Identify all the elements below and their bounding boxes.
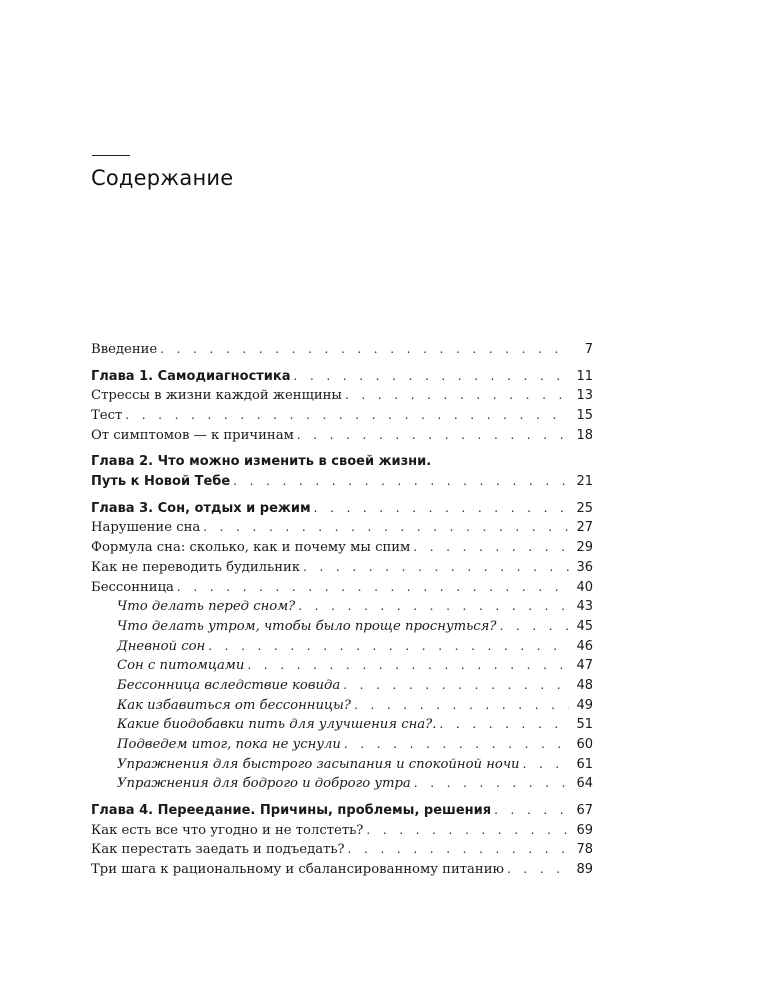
toc-subentry[interactable] xyxy=(91,637,593,657)
dot-leader xyxy=(203,518,569,538)
dot-leader xyxy=(499,617,569,637)
toc-entry-label: Глава 3. Сон, отдых и режим xyxy=(91,500,311,516)
toc-chapter[interactable] xyxy=(91,472,593,492)
toc-entry[interactable] xyxy=(91,538,593,558)
toc-entry[interactable] xyxy=(91,519,593,539)
toc-entry-page: 51 xyxy=(576,717,593,733)
toc-entry-label: Сон с питомцами xyxy=(117,658,245,674)
toc-entry-page: 11 xyxy=(576,368,593,384)
toc-entry-page: 46 xyxy=(576,638,593,654)
dot-leader xyxy=(208,637,569,657)
toc-entry[interactable] xyxy=(91,578,593,598)
toc-chapter-first-line[interactable] xyxy=(91,452,593,472)
toc-entry-page: 18 xyxy=(576,427,593,443)
dot-leader xyxy=(233,472,569,492)
dot-leader xyxy=(297,426,569,446)
toc-entry-page: 40 xyxy=(576,579,593,595)
toc-entry-label: Путь к Новой Тебе xyxy=(91,474,231,490)
toc-entry-page: 60 xyxy=(576,737,593,753)
dot-leader xyxy=(348,840,569,860)
page-title: Содержание xyxy=(91,166,234,190)
dot-leader xyxy=(125,406,569,426)
toc-entry-label: Глава 2. Что можно изменить в своей жизни. xyxy=(91,454,432,470)
toc-entry-page: 67 xyxy=(576,803,593,819)
toc-entry-page: 89 xyxy=(576,862,593,878)
toc-chapter[interactable] xyxy=(91,801,593,821)
toc-entry-page: 15 xyxy=(576,408,593,424)
toc-entry-label: Нарушение сна xyxy=(91,520,201,536)
toc-entry-label: Как избавиться от бессонницы? xyxy=(117,697,351,713)
toc-entry-label: Как не переводить будильник xyxy=(91,559,301,575)
toc-entry[interactable] xyxy=(91,426,593,446)
toc-chapter[interactable] xyxy=(91,367,593,387)
toc-entry-page: 78 xyxy=(576,842,593,858)
dot-leader xyxy=(507,860,569,880)
toc-entry-label: Дневной сон xyxy=(117,638,206,654)
toc-entry-page: 48 xyxy=(576,677,593,693)
toc-entry-label: Что делать утром, чтобы было проще проснуться? xyxy=(117,618,497,634)
toc-subentry[interactable] xyxy=(91,656,593,676)
toc-entry[interactable] xyxy=(91,821,593,841)
toc-subentry[interactable] xyxy=(91,597,593,617)
toc-entry[interactable] xyxy=(91,841,593,861)
dot-leader xyxy=(177,578,569,598)
toc-entry[interactable] xyxy=(91,558,593,578)
toc-chapter[interactable] xyxy=(91,499,593,519)
dot-leader xyxy=(439,715,569,735)
toc-entry-page: 64 xyxy=(576,776,593,792)
toc-entry-label: Что делать перед сном? xyxy=(117,599,296,615)
dot-leader xyxy=(494,801,569,821)
toc-entry-page: 47 xyxy=(576,658,593,674)
toc-entry-page: 25 xyxy=(576,500,593,516)
dot-leader xyxy=(343,676,569,696)
toc-entry-page: 7 xyxy=(584,341,593,357)
dot-leader xyxy=(294,367,569,387)
dot-leader xyxy=(413,538,569,558)
toc-entry-label: Глава 1. Самодиагностика xyxy=(91,368,291,384)
toc-entry-page: 49 xyxy=(576,697,593,713)
toc-subentry[interactable] xyxy=(91,617,593,637)
toc-entry-page: 27 xyxy=(576,520,593,536)
toc-entry-label: Упражнения для быстрого засыпания и спокойной ночи xyxy=(117,756,520,772)
dot-leader xyxy=(345,386,569,406)
toc-entry-page: 21 xyxy=(576,474,593,490)
toc-entry[interactable] xyxy=(91,406,593,426)
toc-entry-label: Глава 4. Переедание. Причины, проблемы, решения xyxy=(91,803,492,819)
toc-entry[interactable] xyxy=(91,860,593,880)
toc-entry-page: 69 xyxy=(576,822,593,838)
toc-entry-label: Как есть все что угодно и не толстеть? xyxy=(91,822,364,838)
toc-entry-label: Стрессы в жизни каждой женщины xyxy=(91,388,342,404)
dot-leader xyxy=(160,340,569,360)
toc-entry-label: Введение xyxy=(91,341,158,357)
toc-subentry[interactable] xyxy=(91,755,593,775)
toc-entry-label: Формула сна: сколько, как и почему мы спим xyxy=(91,540,411,556)
dot-leader xyxy=(303,558,569,578)
dot-leader xyxy=(414,774,569,794)
dot-leader xyxy=(298,597,569,617)
toc-entry-page: 13 xyxy=(576,388,593,404)
toc-entry-label: Тест xyxy=(91,408,123,424)
toc-entry-page: 61 xyxy=(576,756,593,772)
table-of-contents xyxy=(91,340,593,880)
toc-entry-label: Подведем итог, пока не уснули xyxy=(117,737,341,753)
toc-entry-label: От симптомов — к причинам xyxy=(91,427,294,443)
toc-entry-label: Бессонница xyxy=(91,579,174,595)
dot-leader xyxy=(314,499,569,519)
dot-leader xyxy=(523,755,569,775)
dot-leader xyxy=(344,735,569,755)
dot-leader xyxy=(354,696,569,716)
title-rule xyxy=(92,155,130,156)
toc-entry-label: Три шага к рациональному и сбалансированному питанию xyxy=(91,862,504,878)
toc-subentry[interactable] xyxy=(91,735,593,755)
toc-entry-page: 29 xyxy=(576,540,593,556)
toc-entry-label: Бессонница вследствие ковида xyxy=(117,677,341,693)
toc-entry-page: 43 xyxy=(576,599,593,615)
toc-entry[interactable] xyxy=(91,340,593,360)
toc-entry-label: Как перестать заедать и подъедать? xyxy=(91,842,345,858)
toc-subentry[interactable] xyxy=(91,676,593,696)
toc-subentry[interactable] xyxy=(91,774,593,794)
toc-entry-label: Упражнения для бодрого и доброго утра xyxy=(117,776,411,792)
dot-leader xyxy=(247,656,569,676)
toc-entry-page: 45 xyxy=(576,618,593,634)
toc-entry-label: Какие биодобавки пить для улучшения сна?. xyxy=(117,717,437,733)
toc-subentry[interactable] xyxy=(91,715,593,735)
dot-leader xyxy=(366,821,569,841)
toc-entry-page: 36 xyxy=(576,559,593,575)
toc-entry[interactable] xyxy=(91,386,593,406)
toc-subentry[interactable] xyxy=(91,696,593,716)
